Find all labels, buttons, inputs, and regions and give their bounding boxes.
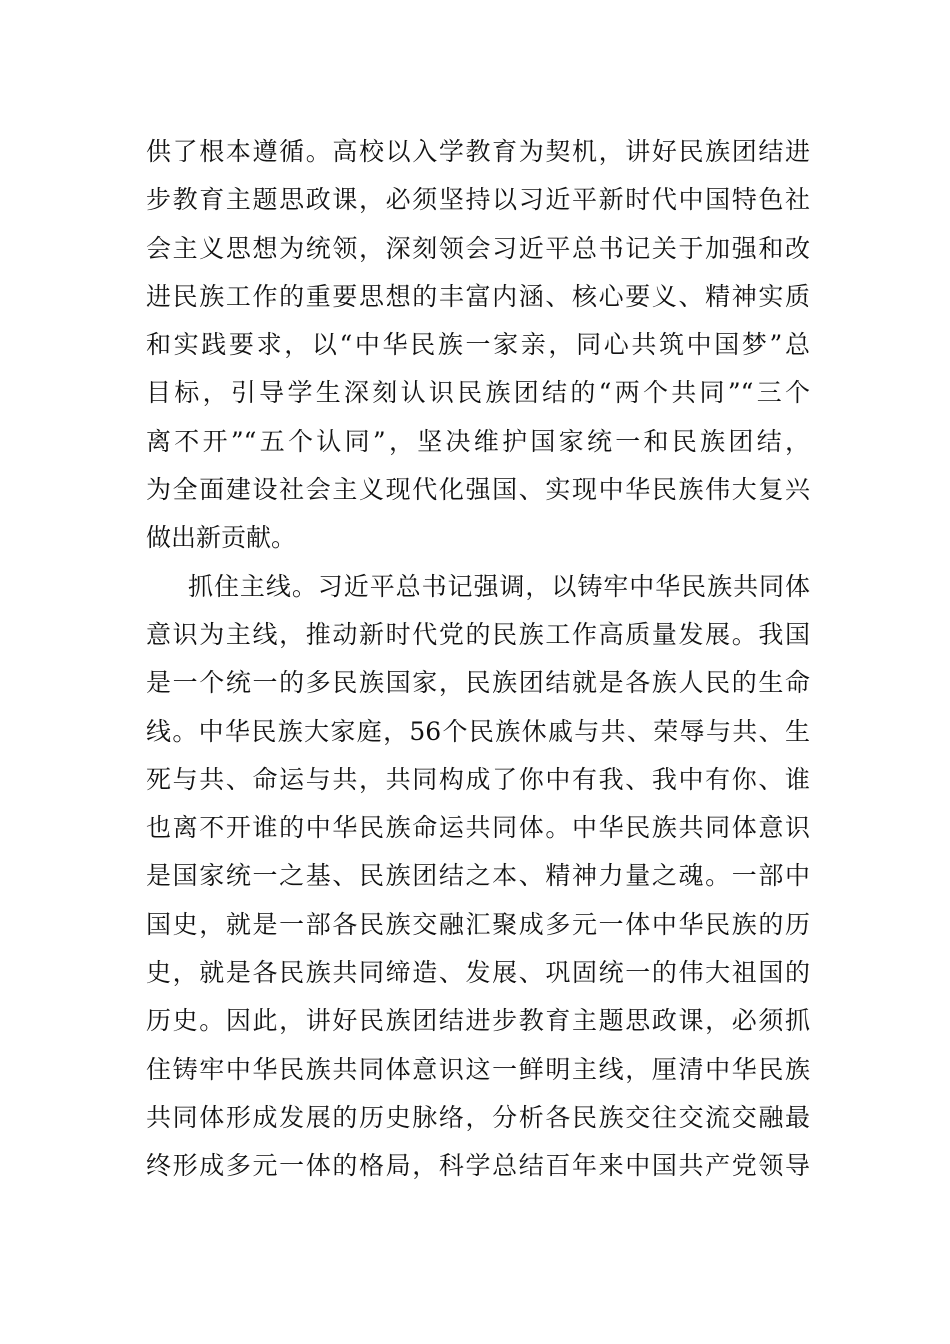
text-line: 死与共、命运与共，共同构成了你中有我、我中有你、谁 (146, 764, 810, 794)
text-line: 终形成多元一体的格局，科学总结百年来中国共产党领导 (146, 1151, 810, 1181)
text-line: 线。中华民族大家庭，56个民族休戚与共、荣辱与共、生 (146, 716, 810, 746)
text-line: 离不开”“五个认同”，坚决维护国家统一和民族团结， (146, 426, 810, 456)
text-line: 做出新贡献。 (146, 523, 297, 553)
text-line: 住铸牢中华民族共同体意识这一鲜明主线，厘清中华民族 (146, 1054, 810, 1084)
body-text (146, 128, 810, 1191)
text-line: 目标，引导学生深刻认识民族团结的“两个共同”“三个 (146, 378, 810, 408)
text-line: 供了根本遵循。高校以入学教育为契机，讲好民族团结进 (146, 137, 810, 166)
text-line: 共同体形成发展的历史脉络，分析各民族交往交流交融最 (146, 1102, 810, 1132)
text-line: 历史。因此，讲好民族团结进步教育主题思政课，必须抓 (146, 1006, 810, 1036)
text-line: 史，就是各民族共同缔造、发展、巩固统一的伟大祖国的 (146, 958, 810, 988)
text-line: 是一个统一的多民族国家，民族团结就是各族人民的生命 (146, 668, 810, 698)
text-line: 意识为主线，推动新时代党的民族工作高质量发展。我国 (146, 619, 810, 649)
text-line: 和实践要求，以“中华民族一家亲，同心共筑中国梦”总 (146, 330, 810, 360)
paragraph-start-line: 抓住主线。习近平总书记强调，以铸牢中华民族共同体 (188, 571, 810, 601)
text-line: 是国家统一之基、民族团结之本、精神力量之魂。一部中 (146, 861, 810, 891)
text-line: 步教育主题思政课，必须坚持以习近平新时代中国特色社 (146, 185, 810, 215)
text-line: 进民族工作的重要思想的丰富内涵、核心要义、精神实质 (146, 281, 810, 311)
text-line: 也离不开谁的中华民族命运共同体。中华民族共同体意识 (146, 813, 810, 843)
text-line: 会主义思想为统领，深刻领会习近平总书记关于加强和改 (146, 233, 810, 263)
text-line: 国史，就是一部各民族交融汇聚成多元一体中华民族的历 (146, 909, 810, 939)
text-line: 为全面建设社会主义现代化强国、实现中华民族伟大复兴 (146, 475, 810, 505)
